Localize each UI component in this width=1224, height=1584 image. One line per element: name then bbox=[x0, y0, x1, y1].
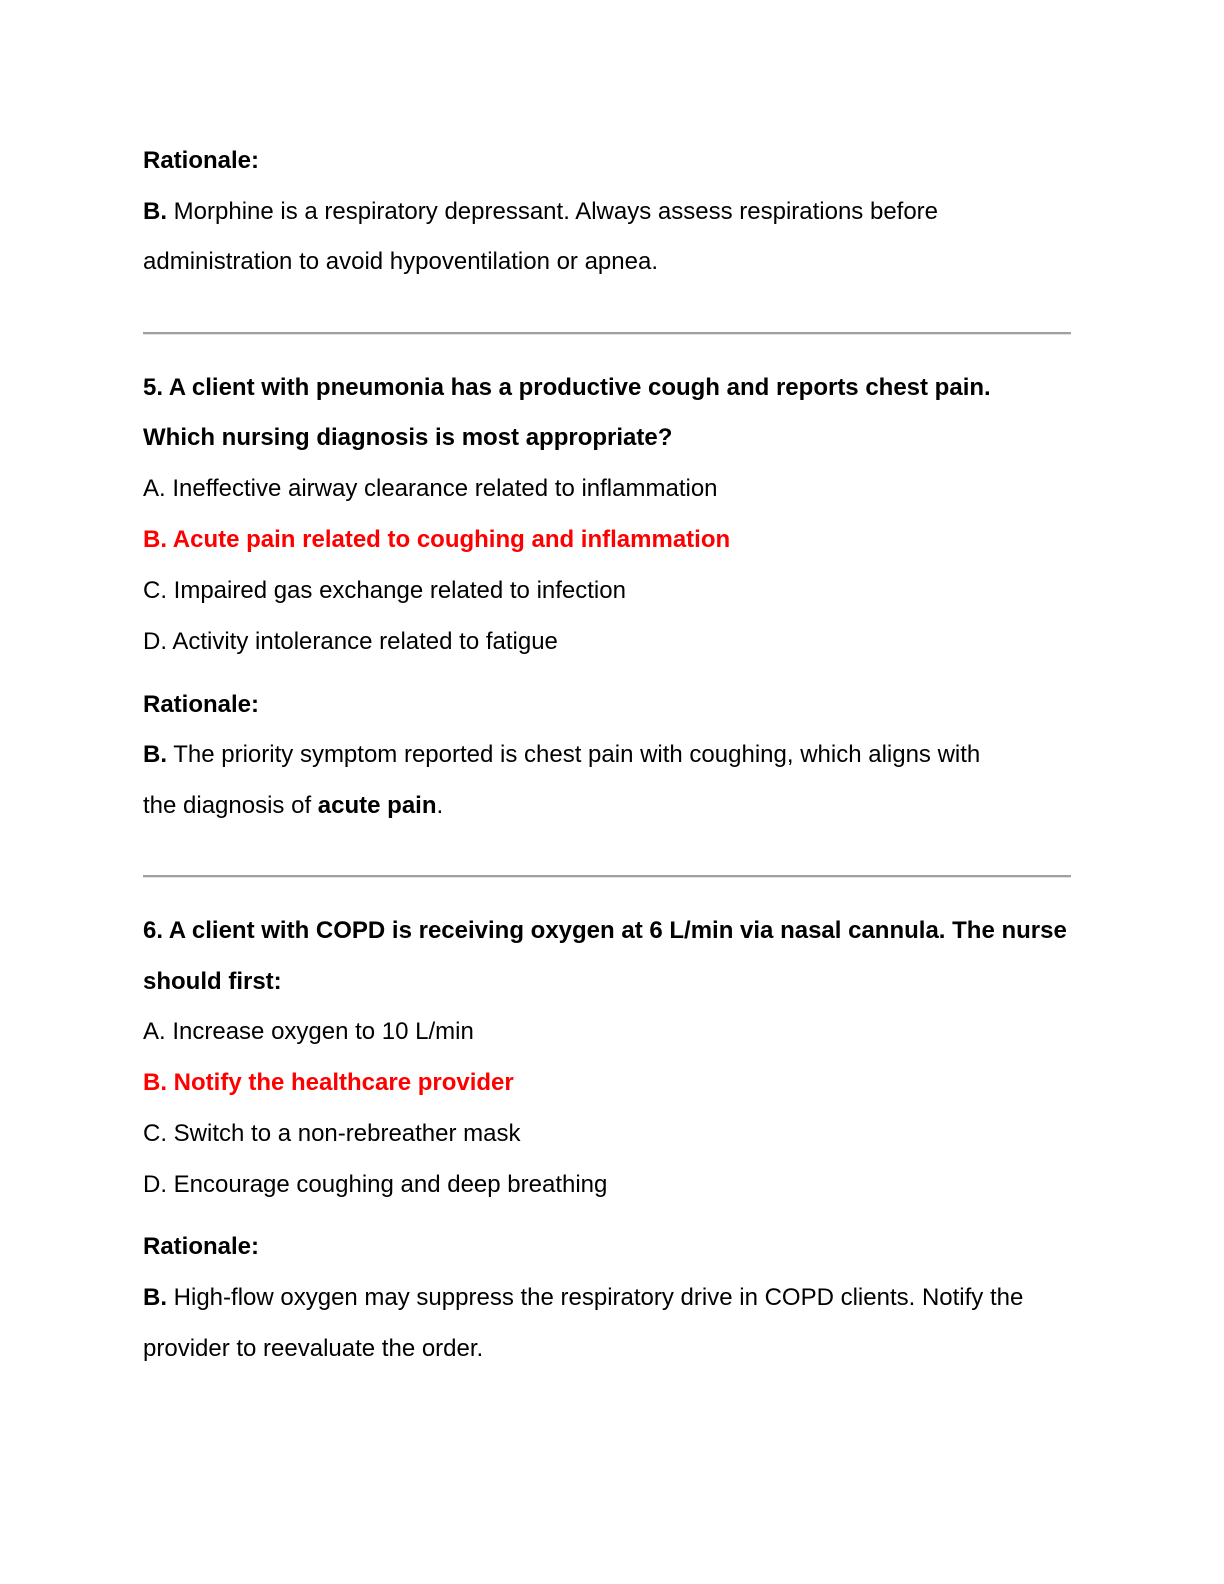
question-5-rationale-line1: The priority symptom reported is chest pain with coughing, which aligns with bbox=[167, 741, 981, 768]
question-5-option-b-correct: B. Acute pain related to coughing and inflammation bbox=[143, 526, 731, 553]
question-6-rationale-letter: B. bbox=[143, 1284, 167, 1311]
question-5-rationale-text bbox=[143, 740, 980, 770]
question-5-rationale-heading: Rationale: bbox=[143, 691, 260, 718]
question-6-option-b-correct: B. Notify the healthcare provider bbox=[143, 1069, 514, 1096]
question-6-option-d: D. Encourage coughing and deep breathing bbox=[143, 1171, 608, 1198]
rationale-text-line1: Morphine is a respiratory depressant. Always assess respirations before bbox=[167, 198, 939, 225]
section-divider bbox=[143, 875, 1071, 878]
question-6-text-line2: should first: bbox=[143, 968, 282, 995]
question-5-option-d: D. Activity intolerance related to fatigue bbox=[143, 628, 558, 655]
question-6-rationale-heading: Rationale: bbox=[143, 1233, 260, 1260]
question-6-text-line1: 6. A client with COPD is receiving oxygen at 6 L/min via nasal cannula. The nurse bbox=[143, 917, 1067, 944]
section-divider bbox=[143, 332, 1071, 335]
rationale-heading: Rationale: bbox=[143, 147, 260, 174]
question-6-option-c: C. Switch to a non-rebreather mask bbox=[143, 1120, 521, 1147]
question-5-option-a: A. Ineffective airway clearance related to inflammation bbox=[143, 475, 718, 502]
rationale-line2-suffix: . bbox=[436, 792, 444, 819]
rationale-key-term: acute pain bbox=[317, 792, 437, 819]
question-6-rationale-line2: provider to reevaluate the order. bbox=[143, 1335, 484, 1362]
question-5-option-c: C. Impaired gas exchange related to infection bbox=[143, 577, 626, 604]
rationale-line2-prefix: the diagnosis of bbox=[143, 792, 318, 819]
rationale-answer-letter: B. bbox=[143, 198, 167, 225]
rationale-text bbox=[143, 197, 938, 227]
question-6-option-a: A. Increase oxygen to 10 L/min bbox=[143, 1018, 474, 1045]
question-5-text-line2: Which nursing diagnosis is most appropriate? bbox=[143, 424, 673, 451]
question-5-text-line1: 5. A client with pneumonia has a productive cough and reports chest pain. bbox=[143, 374, 991, 401]
question-6-rationale-text bbox=[143, 1283, 1023, 1313]
question-5-rationale-letter: B. bbox=[143, 741, 167, 768]
question-5-rationale-line2 bbox=[143, 791, 443, 821]
question-6-rationale-line1: High-flow oxygen may suppress the respiratory drive in COPD clients. Notify the bbox=[167, 1284, 1024, 1311]
rationale-text-line2: administration to avoid hypoventilation or apnea. bbox=[143, 248, 658, 275]
